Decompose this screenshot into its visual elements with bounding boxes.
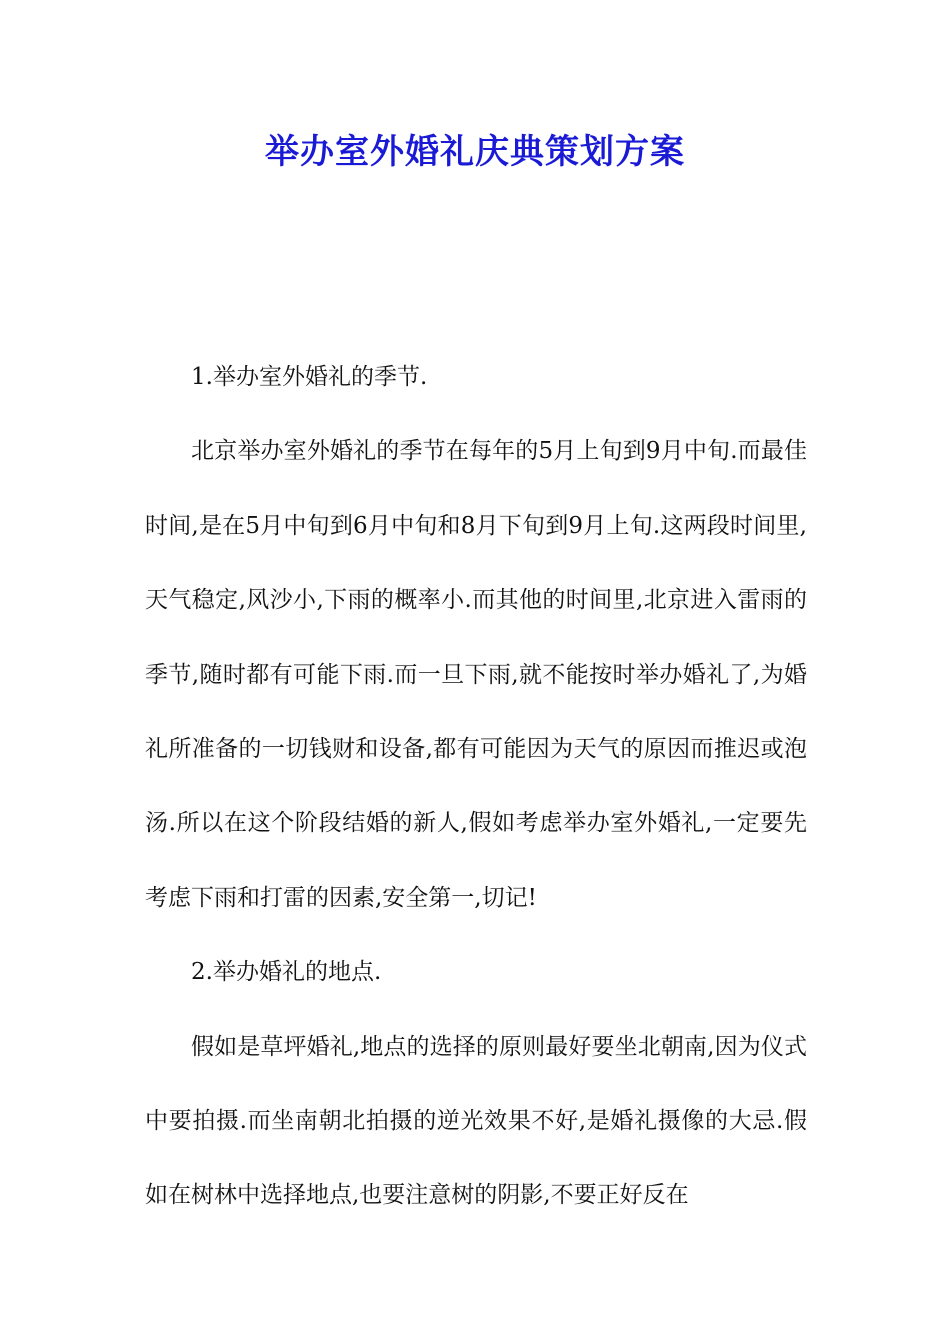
document-title: 举办室外婚礼庆典策划方案	[265, 132, 685, 172]
paragraph-location: 假如是草坪婚礼,地点的选择的原则最好要坐北朝南,因为仪式中要拍摄.而坐南朝北拍摄的逆光效果不好,是婚礼摄像的大忌.假如在树林中选择地点,也要注意树的阴影,不要正好反在	[145, 1033, 807, 1209]
document-body	[145, 340, 807, 1233]
section-heading-location: 2.举办婚礼的地点.	[191, 959, 382, 986]
section-heading-season: 1.举办室外婚礼的季节.	[191, 364, 428, 390]
paragraph-season: 北京举办室外婚礼的季节在每年的5月上旬到9月中旬.而最佳时间,是在5月中旬到6月中旬和8月下旬到9月上旬.这两段时间里,天气稳定,风沙小,下雨的概率小.而其他的时间里,北京进入雷雨的季节,随时都有可能下雨.而一旦下雨,就不能按时举办婚礼了,为婚礼所准备的一切钱财和设备,都有可能因为天气的原因而推迟或泡汤.所以在这个阶段结婚的新人,假如考虑举办室外婚礼,一定要先考虑下雨和打雷的因素,安全第一,切记!	[145, 438, 807, 911]
